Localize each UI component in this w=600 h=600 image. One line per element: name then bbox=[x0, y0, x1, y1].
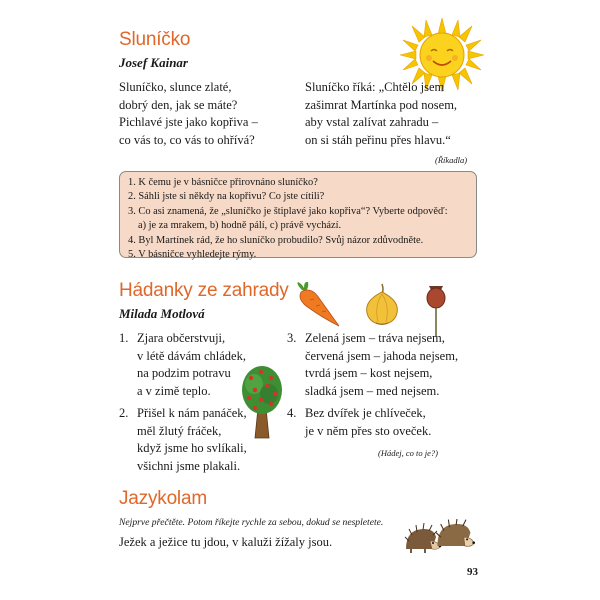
riddles-note: (Hádej, co to je?) bbox=[378, 448, 438, 458]
riddles-title: Hádanky ze zahrady bbox=[119, 280, 289, 301]
riddle-line: sladká jsem – med nejsem. bbox=[305, 383, 440, 398]
poem-line: co vás to, co vás to ohřívá? bbox=[119, 132, 255, 147]
riddle-number: 4. bbox=[287, 406, 297, 420]
poem-line: dobrý den, jak se máte? bbox=[119, 97, 238, 112]
questions-box bbox=[119, 171, 477, 261]
poem-line: Sluníčko, slunce zlaté, bbox=[119, 80, 232, 94]
riddle-line: a v zimě teplo. bbox=[137, 383, 211, 398]
poem-line: on si stáh peřinu přes hlavu.“ bbox=[305, 132, 451, 147]
apple-tree-icon bbox=[241, 364, 283, 440]
hedgehog-icon bbox=[403, 519, 475, 555]
riddles-author: Milada Motlová bbox=[119, 306, 205, 321]
poppy-icon bbox=[423, 282, 449, 336]
riddle-line: je v něm přes sto oveček. bbox=[305, 423, 432, 438]
riddle-line: Zelená jsem – tráva nejsem, bbox=[305, 331, 445, 345]
riddle-line: v létě dávám chládek, bbox=[137, 348, 246, 363]
riddle-number: 2. bbox=[119, 406, 129, 420]
riddle-3 bbox=[287, 330, 458, 400]
tongue-twister-text: Ježek a ježice tu jdou, v kaluži žížaly jsou. bbox=[119, 535, 333, 549]
question-item: 4. Byl Martínek rád, že ho sluníčko probudilo? Svůj názor zdůvodněte. bbox=[128, 234, 424, 246]
riddle-line: Bez dvířek je chlíveček, bbox=[305, 406, 426, 420]
poem-author: Josef Kainar bbox=[119, 55, 188, 70]
riddle-line: měl žlutý fráček, bbox=[137, 423, 222, 438]
stanza-left bbox=[119, 79, 258, 149]
onion-icon bbox=[360, 282, 404, 326]
riddle-line: Přišel k nám panáček, bbox=[137, 406, 247, 420]
question-item: 5. V básničce vyhledejte rýmy. bbox=[128, 249, 257, 261]
riddle-2 bbox=[119, 405, 247, 475]
tongue-twister-title: Jazykolam bbox=[119, 488, 207, 509]
riddle-1 bbox=[119, 330, 246, 400]
riddle-number: 1. bbox=[119, 331, 129, 345]
poem-line: zašimrat Martínka pod nosem, bbox=[305, 97, 458, 112]
riddle-line: červená jsem – jahoda nejsem, bbox=[305, 348, 459, 363]
riddle-4 bbox=[287, 405, 431, 440]
question-item: 3. Co asi znamená, že „sluníčko je štiplavé jako kopřiva“? Vyberte odpověď: bbox=[128, 205, 448, 217]
question-item: 1. K čemu je v básničce přirovnáno sluníčko? bbox=[128, 177, 318, 188]
riddle-line: na podzim potravu bbox=[137, 366, 231, 381]
poem-title: Sluníčko bbox=[119, 29, 191, 50]
riddle-number: 3. bbox=[287, 331, 297, 345]
question-item: 2. Sáhli jste si někdy na kopřivu? Co jste cítili? bbox=[128, 191, 325, 203]
page-number: 93 bbox=[467, 566, 478, 578]
riddle-line: všichni jsme plakali. bbox=[137, 458, 241, 473]
tongue-twister-instruction: Nejprve přečtěte. Potom říkejte rychle za sebou, dokud se nespletete. bbox=[119, 517, 384, 528]
carrot-icon bbox=[292, 282, 340, 328]
poem-line: aby vstal zalívat zahradu – bbox=[305, 115, 439, 130]
poem-line: Pichlavé jste jako kopřiva – bbox=[119, 115, 258, 130]
riddle-line: když jsme ho svlíkali, bbox=[137, 441, 247, 456]
stanza-right bbox=[305, 79, 457, 149]
poem-genre: (Říkadla) bbox=[435, 155, 468, 165]
riddle-line: Zjara občerstvuji, bbox=[137, 331, 226, 345]
question-options: a) je za mrakem, b) hodně pálí, c) právě vychází. bbox=[138, 220, 342, 232]
riddle-line: tvrdá jsem – kost nejsem, bbox=[305, 366, 433, 381]
poem-line: Sluníčko říká: „Chtělo jsem bbox=[305, 80, 445, 94]
